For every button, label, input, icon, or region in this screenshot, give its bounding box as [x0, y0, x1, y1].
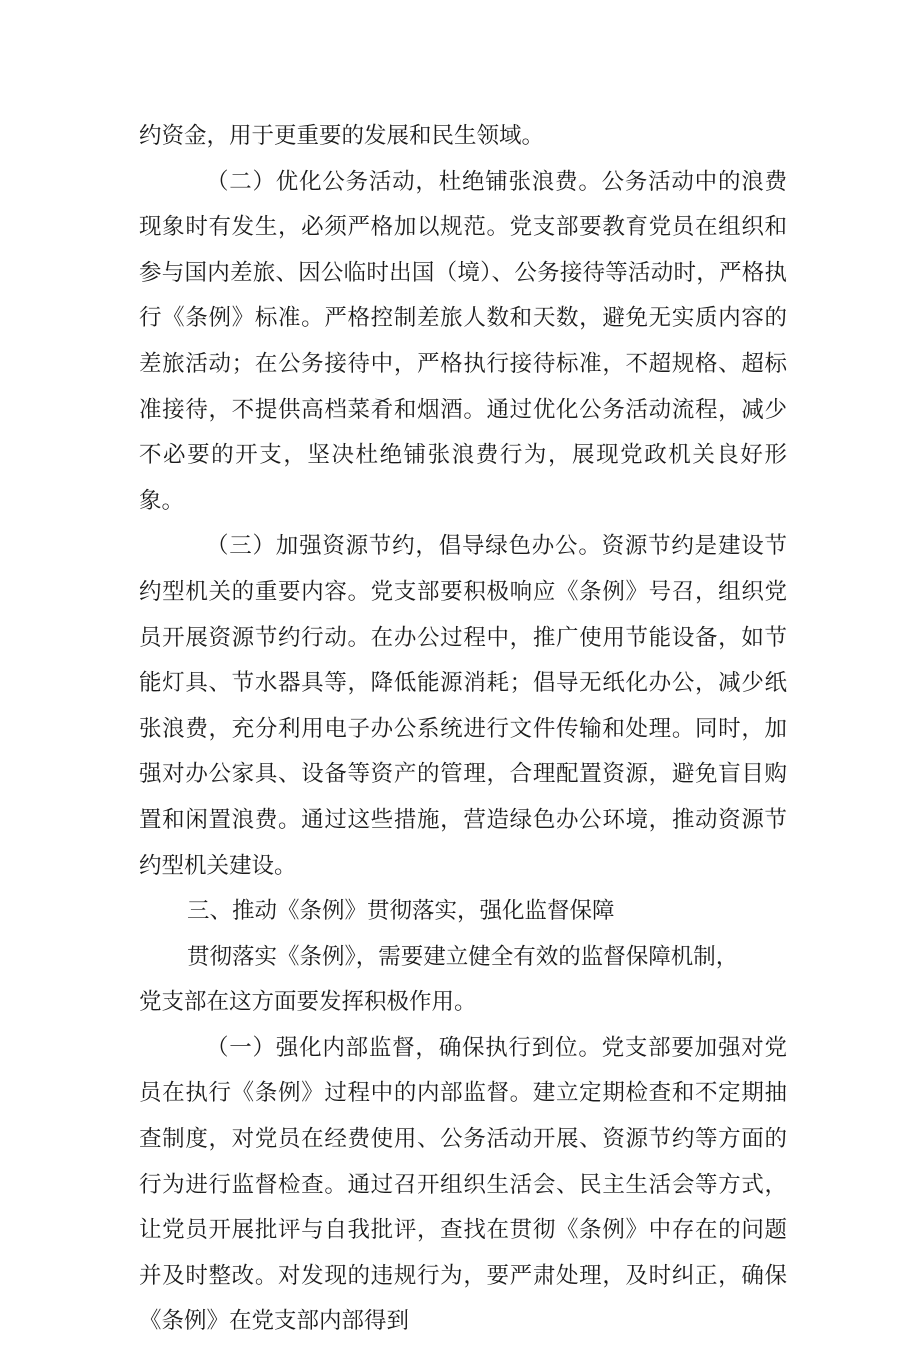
paragraph-resource-saving: （三）加强资源节约，倡导绿色办公。资源节约是建设节约型机关的重要内容。党支部要积极响应《条例》号召，组织党员开展资源节约行动。在办公过程中，推广使用节能设备，如节能灯具、节水器具等，降低能源消耗；倡导无纸化办公，减少纸张浪费，充分利用电子办公系统进行文件传输和处理。同时，加强对办公家具、设备等资产的管理，合理配置资源，避免盲目购置和闲置浪费。通过这些措施，营造绿色办公环境，推动资源节约型机关建设。: [139, 533, 787, 879]
paragraph-optimize-official-activities: （二）优化公务活动，杜绝铺张浪费。公务活动中的浪费现象时有发生，必须严格加以规范。党支部要教育党员在组织和参与国内差旅、因公临时出国（境）、公务接待等活动时，严格执行《条例》标准。严格控制差旅人数和天数，避免无实质内容的差旅活动；在公务接待中，严格执行接待标准，不超规格、超标准接待，不提供高档菜肴和烟酒。通过优化公务活动流程，减少不必要的开支，坚决杜绝铺张浪费行为，展现党政机关良好形象。: [139, 168, 787, 514]
intro-line-two: 党支部在这方面要发挥积极作用。: [139, 989, 477, 1016]
paragraph-continuation: 约资金，用于更重要的发展和民生领域。: [139, 123, 545, 149]
intro-line-one: 贯彻落实《条例》，需要建立健全有效的监督保障机制，: [187, 943, 739, 970]
document-body: [139, 114, 787, 1345]
section-heading-three: 三、推动《条例》贯彻落实，强化监督保障: [187, 898, 615, 925]
paragraph-internal-supervision: （一）强化内部监督，确保执行到位。党支部要加强对党员在执行《条例》过程中的内部监督。建立定期检查和不定期抽查制度，对党员在经费使用、公务活动开展、资源节约等方面的行为进行监督检查。通过召开组织生活会、民主生活会等方式，让党员开展批评与自我批评，查找在贯彻《条例》中存在的问题并及时整改。对发现的违规行为，要严肃处理，及时纠正，确保《条例》在党支部内部得到: [139, 1034, 787, 1335]
paragraph-supervision-intro: [139, 935, 787, 1026]
